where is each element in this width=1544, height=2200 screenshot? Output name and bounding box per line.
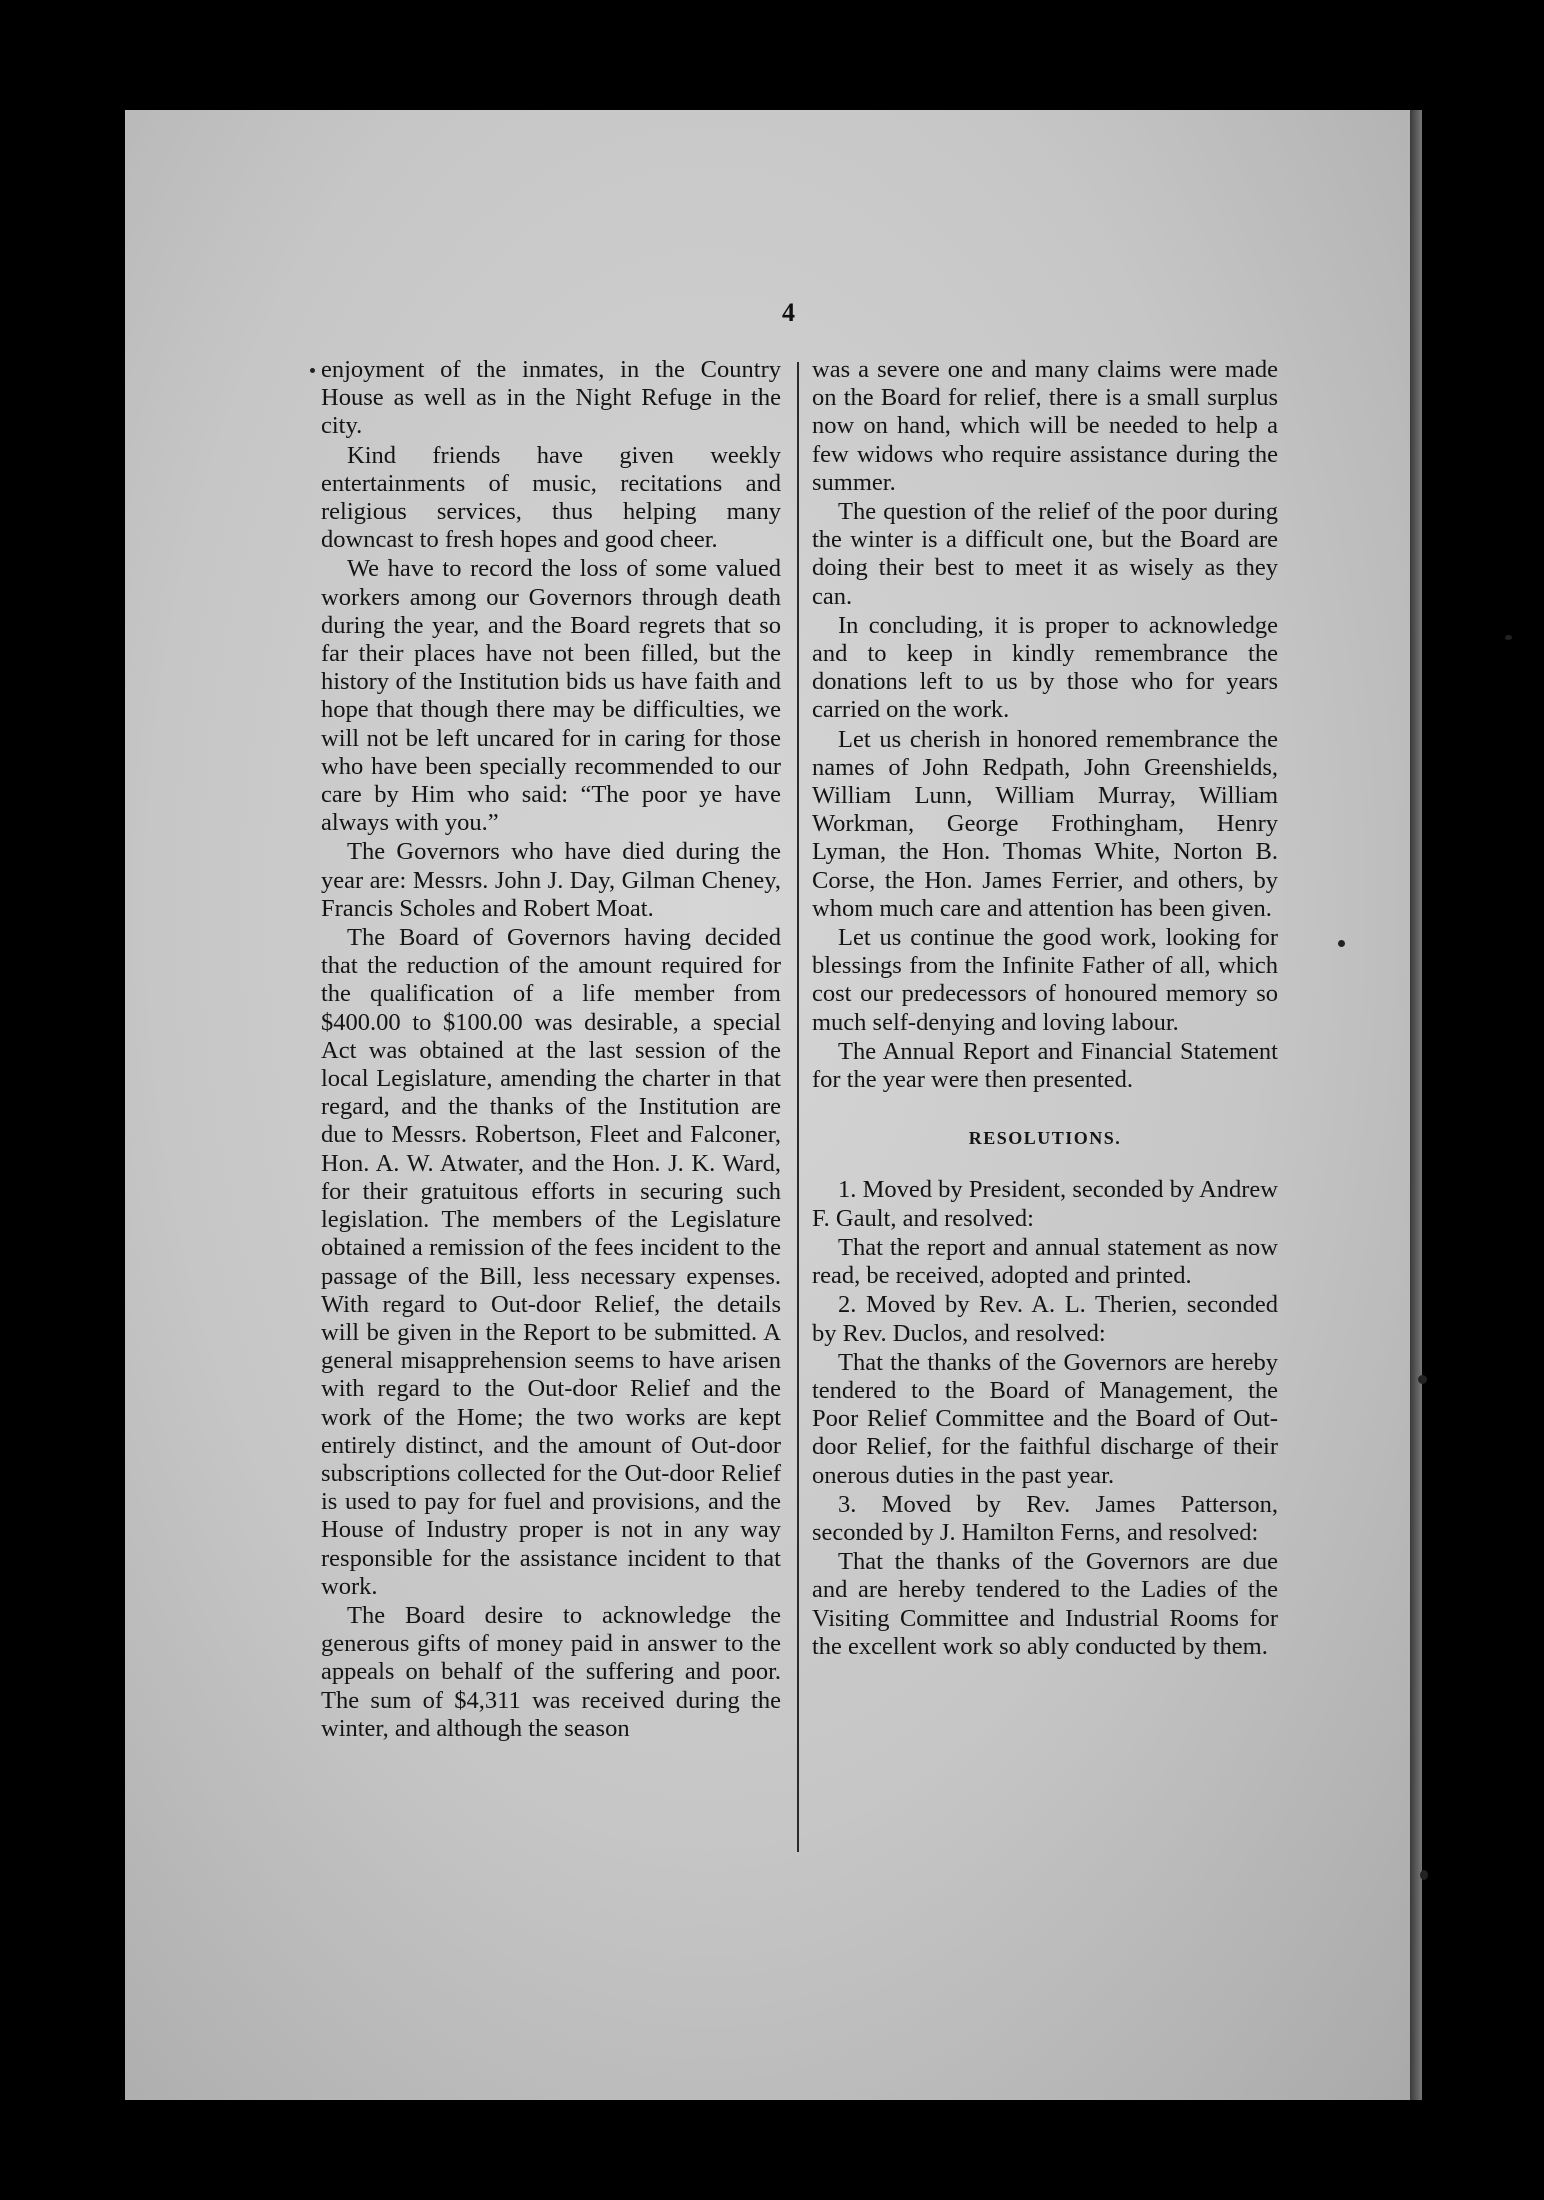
right-column <box>812 356 1278 1661</box>
paragraph: The Board of Governors having decided that the reduction of the amount required for the qualification of a life member from $400.00 to $100.00 was desirable, a special Act was obtained at the last session of the local Legislature, amending the charter in that regard, and the thanks of the Institution are due to Messrs. Robertson, Fleet and Falconer, Hon. A. W. Atwater, and the Hon. J. K. Ward, for their gratuitous efforts in securing such legislation. The members of the Legislature obtained a remission of the fees incident to the passage of the Bill, less necessary expenses. With regard to Out-door Relief, the details will be given in the Report to be submitted. A general misapprehension seems to have arisen with regard to the Out-door Relief and the work of the Home; the two works are kept entirely distinct, and the amount of Out-door subscriptions collected for the Out-door Relief is used to pay for fuel and provisions, and the House of Industry proper is not in any way responsible for the assistance incident to that work. <box>321 924 781 1600</box>
resolution-text: That the report and annual statement as now read, be received, adopted and printed. <box>812 1233 1278 1290</box>
ink-speck <box>1418 1375 1427 1384</box>
paragraph: In concluding, it is proper to acknowledge and to keep in kindly remembrance the donations left to us by those who for years carried on the work. <box>812 611 1278 724</box>
resolution-text: That the thanks of the Governors are due and are hereby tendered to the Ladies of the Visiting Committee and Industrial Rooms for the excellent work so ably conducted by them. <box>812 1548 1278 1660</box>
paragraph: The Governors who have died during the year are: Messrs. John J. Day, Gilman Cheney, Francis Scholes and Robert Moat. <box>321 838 781 922</box>
resolution-motion: 2. Moved by Rev. A. L. Therien, seconded by Rev. Duclos, and resolved: <box>812 1291 1278 1347</box>
ink-speck <box>310 368 315 373</box>
paragraph: enjoyment of the inmates, in the Country House as well as in the Night Refuge in the city. <box>321 356 781 440</box>
paragraph: Let us cherish in honored remembrance the names of John Redpath, John Greenshields, William Lunn, William Murray, William Workman, George Frothingham, Henry Lyman, the Hon. Thomas White, Norton B. Corse, the Hon. James Ferrier, and others, by whom much care and attention has been given. <box>812 725 1278 922</box>
left-column <box>321 356 781 1743</box>
page-number: 4 <box>782 298 795 327</box>
paragraph: We have to record the loss of some valued workers among our Governors through death during the year, and the Board regrets that so far their places have not been filled, but the history of the Institution bids us have faith and hope that though there may be difficulties, we will not be left uncared for in caring for those who have been specially recommended to our care by Him who said: “The poor ye have always with you.” <box>321 555 781 837</box>
ink-speck <box>1505 635 1512 640</box>
paragraph: The question of the relief of the poor during the winter is a difficult one, but the Board are doing their best to meet it as wisely as they can. <box>812 498 1278 610</box>
ink-speck <box>1420 1870 1428 1880</box>
resolution-text: That the thanks of the Governors are hereby tendered to the Board of Management, the Poor Relief Committee and the Board of Out-door Relief, for the faithful discharge of their onerous duties in the past year. <box>812 1348 1278 1489</box>
column-divider <box>797 362 799 1852</box>
section-heading: RESOLUTIONS. <box>968 1128 1122 1149</box>
resolution-motion: 1. Moved by President, seconded by Andrew F. Gault, and resolved: <box>812 1176 1278 1232</box>
paper-edge <box>1410 110 1422 2100</box>
paragraph: Kind friends have given weekly entertainments of music, recitations and religious services, thus helping many downcast to fresh hopes and good cheer. <box>321 441 781 554</box>
ink-speck <box>1338 940 1345 947</box>
paragraph: was a severe one and many claims were made on the Board for relief, there is a small surplus now on hand, which will be needed to help a few widows who require assistance during the summer. <box>812 356 1278 496</box>
paragraph: Let us continue the good work, looking for blessings from the Infinite Father of all, which cost our predecessors of honoured memory so much self-denying and loving labour. <box>812 924 1278 1036</box>
resolution-motion: 3. Moved by Rev. James Patterson, seconded by J. Hamilton Ferns, and resolved: <box>812 1490 1278 1546</box>
paragraph: The Annual Report and Financial Statement for the year were then presented. <box>812 1037 1278 1094</box>
paragraph: The Board desire to acknowledge the generous gifts of money paid in answer to the appeals on behalf of the suffering and poor. The sum of $4,311 was received during the winter, and although the season <box>321 1601 781 1742</box>
